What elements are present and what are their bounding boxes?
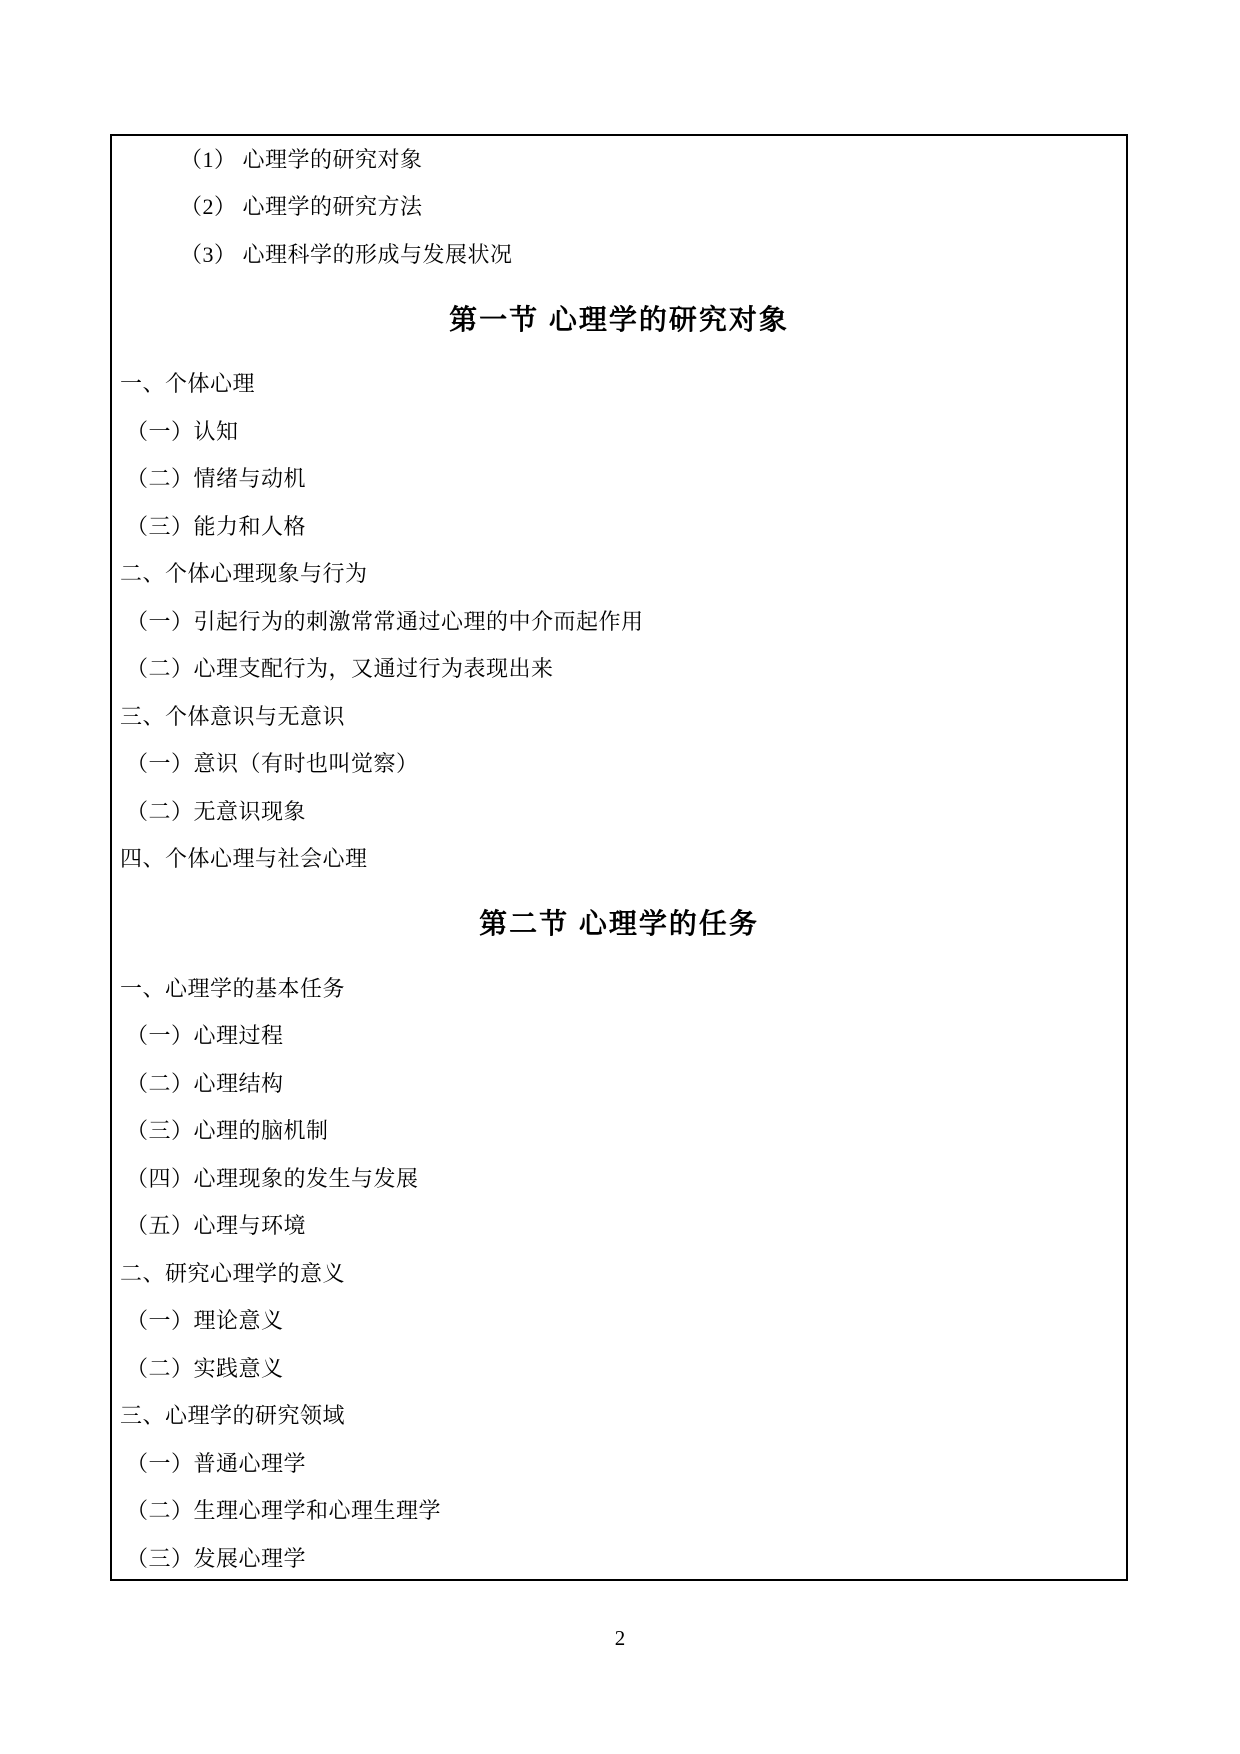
outline-line: （三）能力和人格 xyxy=(126,513,307,539)
outline-line: （一）引起行为的刺激常常通过心理的中介而起作用 xyxy=(126,608,644,634)
outline-line: （3） 心理科学的形成与发展状况 xyxy=(180,241,513,267)
outline-line: （1） 心理学的研究对象 xyxy=(180,146,423,172)
outline-line: 三、个体意识与无意识 xyxy=(120,703,346,729)
outline-line: （2） 心理学的研究方法 xyxy=(180,194,423,220)
section-heading: 第二节 心理学的任务 xyxy=(479,908,759,939)
outline-line: 四、个体心理与社会心理 xyxy=(120,846,368,872)
outline-line: （一）普通心理学 xyxy=(126,1450,307,1476)
outline-line: 一、心理学的基本任务 xyxy=(120,975,346,1001)
outline-line: （一）意识（有时也叫觉察） xyxy=(126,751,419,777)
outline-line: （三）心理的脑机制 xyxy=(126,1118,329,1144)
outline-line: 二、研究心理学的意义 xyxy=(120,1260,346,1286)
outline-line: （一）理论意义 xyxy=(126,1308,284,1334)
outline-line: （二）无意识现象 xyxy=(126,798,307,824)
outline-line: （一）认知 xyxy=(126,418,239,444)
document-body xyxy=(112,136,1126,1581)
outline-line: （二）情绪与动机 xyxy=(126,466,307,492)
outline-line: （二）生理心理学和心理生理学 xyxy=(126,1498,442,1524)
outline-line: 三、心理学的研究领域 xyxy=(120,1403,346,1429)
outline-line: 一、个体心理 xyxy=(120,371,256,397)
page-number: 2 xyxy=(614,1626,626,1650)
outline-line: （四）心理现象的发生与发展 xyxy=(126,1165,419,1191)
outline-line: （一）心理过程 xyxy=(126,1023,284,1049)
section-heading: 第一节 心理学的研究对象 xyxy=(449,303,789,335)
outline-line: （二）实践意义 xyxy=(126,1355,284,1381)
outline-line: 二、个体心理现象与行为 xyxy=(120,561,368,587)
document-border-frame xyxy=(110,134,1128,1581)
outline-line: （二）心理结构 xyxy=(126,1070,284,1096)
outline-line: （五）心理与环境 xyxy=(126,1213,307,1239)
outline-line: （三）发展心理学 xyxy=(126,1545,307,1571)
outline-line: （二）心理支配行为，又通过行为表现出来 xyxy=(126,656,554,682)
